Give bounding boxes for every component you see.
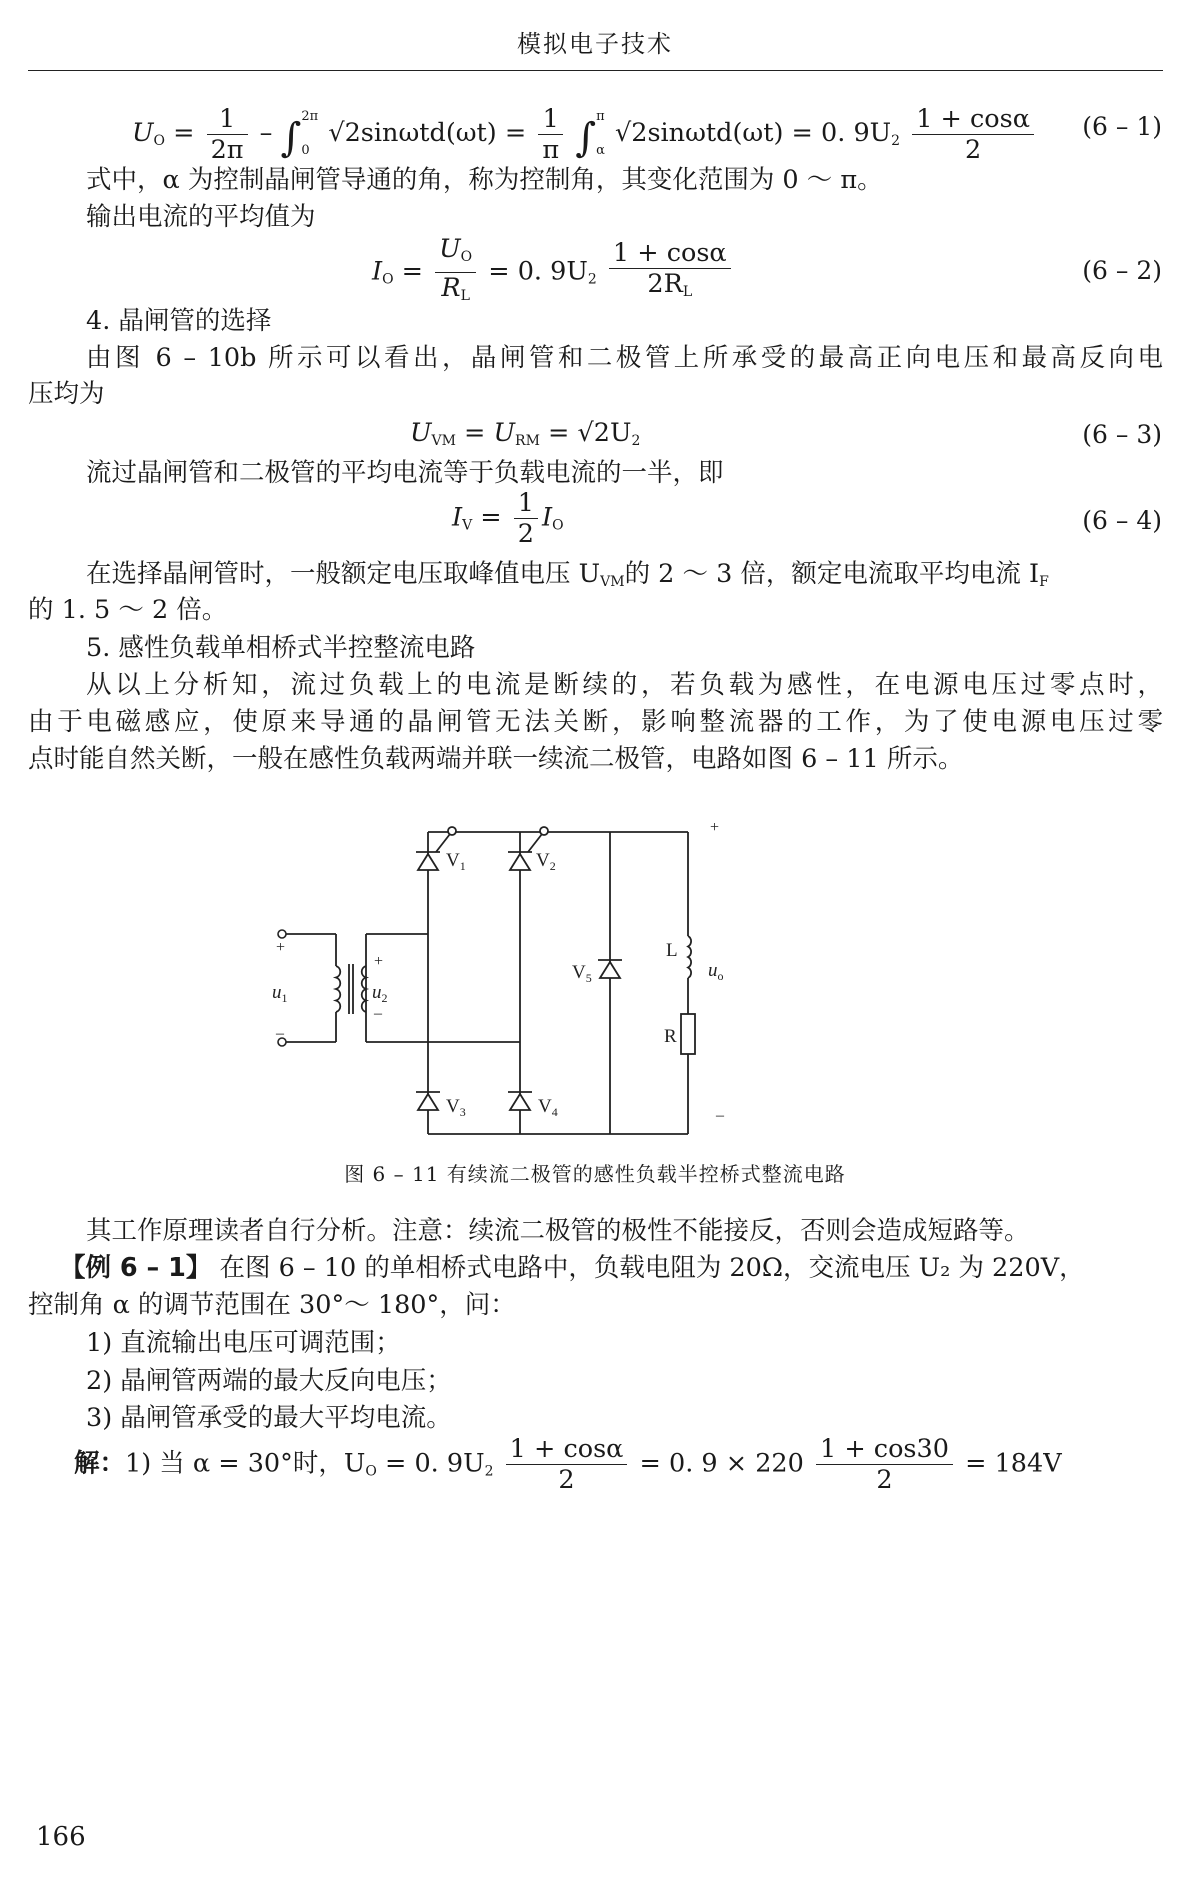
eq64-rhs: I [542, 502, 553, 533]
question-3: 3) 晶闸管承受的最大平均电流。 [86, 1403, 452, 1433]
figure-caption: 图 6 – 11 有续流二极管的感性负载半控桥式整流电路 [344, 1162, 846, 1186]
label-v5: $V_5$ [572, 962, 592, 985]
eq61-equals-2: = [504, 118, 527, 148]
eq64-lhs-sub: V [462, 517, 473, 534]
eq64-lhs: I [452, 502, 463, 533]
eq63-c: 2U [593, 418, 632, 448]
solution-frac1-num: 1 + cosα [506, 1434, 628, 1465]
label-v2: $V_2$ [536, 850, 556, 873]
eq62-frac1-den-sub: L [460, 288, 470, 304]
eq61-int1-limits [301, 100, 318, 168]
eq61-int2-upper: π [596, 109, 605, 124]
solution-text-d: = 184V [965, 1448, 1062, 1479]
eq62-frac1-den: R [441, 273, 461, 303]
para-inductive-line2: 由于电磁感应，使原来导通的晶闸管无法关断，影响整流器的工作，为了使电源电压过零 [28, 707, 1163, 737]
heading-inductive-load: 5. 感性负载单相桥式半控整流电路 [86, 633, 476, 663]
label-minus-output: – [716, 1107, 724, 1124]
eq61-sqrt-sign-1: √ [328, 118, 345, 148]
solution-text-a-sub: O [365, 1463, 377, 1480]
para-avg-current-half: 流过晶闸管和二极管的平均电流等于负载电流的一半，即 [86, 458, 724, 488]
eq64-frac-num: 1 [514, 488, 538, 519]
eq64-frac [514, 488, 538, 549]
eq61-frac3 [912, 104, 1034, 165]
eq62-coef-sub: 2 [587, 271, 597, 288]
eq61-integrand-2: 2sinωtd(ωt) [631, 118, 784, 148]
page-number: 166 [36, 1822, 86, 1852]
solution-frac2-den: 2 [876, 1465, 893, 1495]
question-2: 2) 晶闸管两端的最大反向电压； [86, 1366, 452, 1396]
solution-frac1 [506, 1434, 628, 1495]
resistor-symbol [681, 1014, 695, 1054]
eq62-frac1-num-wrap [435, 234, 476, 273]
eq63-sqrt-sign: √ [577, 418, 594, 448]
eq62-frac2-den: 2R [647, 269, 683, 299]
eq61-frac3-den: 2 [964, 134, 982, 165]
eq61-frac2 [538, 104, 563, 165]
eq61-integral-1: ∫ [280, 115, 302, 161]
label-plus-input: + [276, 939, 286, 956]
eq62-frac1-num: U [439, 234, 461, 264]
label-inductor: L [666, 940, 678, 961]
label-u2: $u_2$ [372, 982, 388, 1005]
eq61-equals-1: = [173, 118, 195, 148]
eq61-frac2-num: 1 [538, 104, 563, 135]
solution-frac1-den: 2 [558, 1465, 575, 1495]
input-terminal-top [278, 930, 286, 938]
label-minus-input: – [276, 1025, 284, 1042]
eq61-frac2-den: π [542, 134, 560, 165]
label-plus-output: + [710, 819, 720, 836]
solution-label: 解： [74, 1448, 126, 1479]
equation-6-4: $I_V$ = $\frac{1}{2}$ $I_O$ [452, 488, 564, 549]
solution-text-a: 1) 当 α = 30°时，U [125, 1448, 366, 1479]
label-resistor: R [664, 1026, 677, 1047]
eq61-int1-upper: 2π [301, 109, 319, 124]
equation-6-1 [132, 100, 1038, 168]
solution-frac2-num: 1 + cos30 [816, 1434, 953, 1465]
eq62-frac1-num-sub: O [460, 249, 473, 265]
eq61-integrand-1: 2sinωtd(ωt) [344, 118, 497, 148]
para-max-voltage-line2: 压均为 [28, 379, 105, 409]
diode-v4-symbol [508, 1092, 532, 1110]
inductor-coil [688, 936, 691, 978]
solution-line [74, 1434, 1062, 1495]
eq61-sqrt-sign-2: √ [614, 118, 632, 148]
para-inductive-line1: 从以上分析知，流过负载上的电流是断续的，若负载为感性，在电源电压过零点时， [86, 670, 1163, 700]
eq61-lhs-sub: O [153, 133, 165, 149]
circuit-diagram [238, 806, 958, 1151]
eq61-int1-lower: 0 [301, 143, 310, 158]
para-avg-current-intro: 输出电流的平均值为 [86, 202, 316, 232]
eq64-rhs-sub: O [552, 517, 564, 534]
eq62-frac2 [609, 238, 731, 307]
transformer-primary-coil [336, 966, 340, 1012]
label-plus-secondary: + [374, 953, 384, 970]
equation-6-2: $I_O$ = $\frac{U_O}{R_L}$ = 0. $9U_2$ $\frac{1 + \cos\alpha}{2R_L}$ [372, 234, 735, 311]
eq61-int2-limits [596, 100, 605, 168]
example-line2: 控制角 α 的调节范围在 30°～ 180°，问： [28, 1290, 516, 1320]
example-label: 【例 6 – 1】 [60, 1253, 212, 1283]
label-minus-secondary: – [374, 1005, 382, 1022]
example-text-1: 在图 6 – 10 的单相桥式电路中，负载电阻为 20Ω，交流电压 U₂ 为 220V， [211, 1253, 1085, 1283]
para-rating-part-a: 在选择晶闸管时，一般额定电压取峰值电压 U [86, 559, 601, 589]
label-u1: $u_1$ [272, 982, 288, 1005]
label-v4: $V_4$ [538, 1096, 558, 1119]
eq61-coef-sub: 2 [891, 133, 901, 149]
eq61-minus: – [259, 118, 273, 148]
circuit-wires [284, 832, 688, 1134]
eq61-equals-3: = [791, 118, 813, 148]
eq64-frac-den: 2 [517, 519, 535, 549]
header-rule [28, 70, 1163, 71]
eq62-lhs: I [372, 256, 383, 287]
eq62-frac2-num: 1 + cosα [609, 238, 731, 269]
eq62-lhs-sub: O [382, 271, 394, 288]
para-rating-sub-f: F [1039, 574, 1049, 590]
para-note: 其工作原理读者自行分析。注意：续流二极管的极性不能接反，否则会造成短路等。 [86, 1216, 1030, 1246]
para-rating-line2: 的 1. 5 ～ 2 倍。 [28, 595, 228, 625]
running-header: 模拟电子技术 [517, 30, 673, 58]
eq63-a: U [410, 418, 432, 448]
eq62-coef: 0. 9U [517, 256, 588, 287]
eq64-number: (6 – 4) [1082, 506, 1162, 535]
eq62-number: (6 – 2) [1082, 256, 1162, 285]
eq61-integral-2: ∫ [575, 115, 597, 161]
equation-6-3: $U_{VM} = U_{RM} = √2U_2$ [410, 418, 641, 449]
para-rating-sub-vm: VM [600, 574, 625, 590]
solution-text-b: = 0. 9U [376, 1448, 485, 1479]
diode-v5-symbol [598, 960, 622, 978]
label-v1: $V_1$ [446, 850, 466, 873]
eq61-frac1-num: 1 [207, 104, 248, 135]
eq62-frac2-den-wrap [609, 269, 731, 307]
para-control-angle: 式中，α 为控制晶闸管导通的角，称为控制角，其变化范围为 0 ～ π。 [86, 165, 883, 195]
solution-text-b-sub: 2 [484, 1463, 494, 1480]
question-1: 1) 直流输出电压可调范围； [86, 1328, 401, 1358]
solution-text-c: = 0. 9 × 220 [639, 1448, 804, 1479]
eq62-frac1 [435, 234, 476, 311]
eq61-int2-lower: α [596, 143, 605, 158]
label-v3: $V_3$ [446, 1096, 466, 1119]
solution-frac2 [816, 1434, 953, 1495]
eq61-frac3-num: 1 + cosα [912, 104, 1034, 135]
eq61-frac1-den: 2π [210, 134, 244, 165]
diode-v3-symbol [416, 1092, 440, 1110]
eq63-c-sub: 2 [631, 433, 641, 449]
label-uo: $u_o$ [708, 960, 724, 983]
eq63-b-sub: RM [515, 433, 540, 449]
eq63-b: U [493, 418, 516, 448]
heading-thyristor-selection: 4. 晶闸管的选择 [86, 306, 272, 336]
eq61-coef: 0. 9U [821, 118, 892, 148]
para-rating-part-b: 的 2 ～ 3 倍，额定电流取平均电流 I [624, 559, 1040, 589]
para-max-voltage-line1: 由图 6 – 10b 所示可以看出，晶闸管和二极管上所承受的最高正向电压和最高反向电 [86, 343, 1163, 373]
eq63-a-sub: VM [431, 433, 456, 449]
eq63-number: (6 – 3) [1082, 420, 1162, 449]
eq61-lhs: U [132, 118, 154, 148]
eq61-frac1 [207, 104, 248, 165]
example-line1 [60, 1250, 1190, 1286]
eq62-frac2-den-sub: L [682, 284, 693, 300]
para-inductive-line3: 点时能自然关断，一般在感性负载两端并联一续流二极管，电路如图 6 – 11 所示。 [28, 744, 964, 774]
eq61-number: (6 – 1) [1082, 112, 1162, 141]
